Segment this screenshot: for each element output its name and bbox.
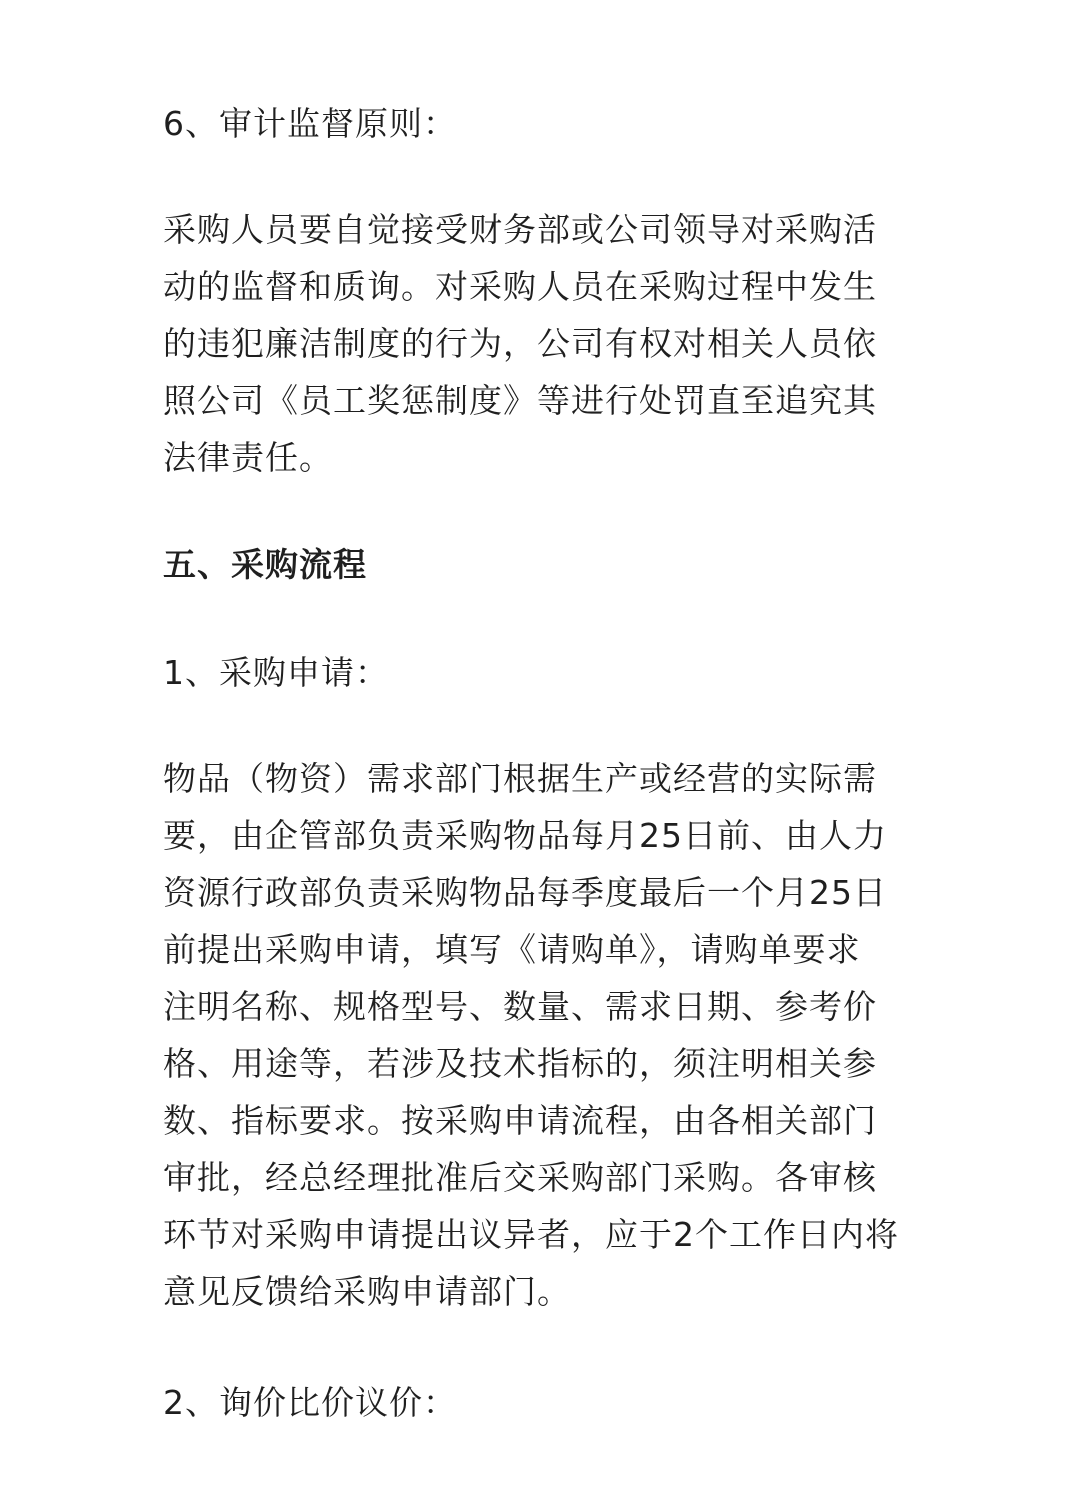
paragraph-line: 法律责任。 [163, 438, 333, 477]
paragraph-line: 采购人员要自觉接受财务部或公司领导对采购活 [163, 210, 877, 249]
inquiry-price-heading: 2、询价比价议价： [163, 1383, 457, 1422]
paragraph-line: 物品（物资）需求部门根据生产或经营的实际需 [163, 759, 877, 798]
paragraph-line: 数、指标要求。按采购申请流程，由各相关部门 [163, 1101, 877, 1140]
paragraph-line: 照公司《员工奖惩制度》等进行处罚直至追究其 [163, 381, 877, 420]
procurement-process-heading: 五、采购流程 [163, 545, 367, 584]
purchase-application-heading: 1、采购申请： [163, 653, 389, 692]
paragraph-line: 审批，经总经理批准后交采购部门采购。各审核 [163, 1158, 877, 1197]
paragraph-line: 要，由企管部负责采购物品每月25日前、由人力 [163, 816, 887, 855]
paragraph-line: 格、用途等，若涉及技术指标的，须注明相关参 [163, 1044, 877, 1083]
paragraph-line: 环节对采购申请提出议异者，应于2个工作日内将 [163, 1215, 899, 1254]
paragraph-line: 资源行政部负责采购物品每季度最后一个月25日 [163, 873, 887, 912]
paragraph-line: 注明名称、规格型号、数量、需求日期、参考价 [163, 987, 877, 1026]
audit-principle-heading: 6、审计监督原则： [163, 104, 457, 143]
paragraph-line: 意见反馈给采购申请部门。 [163, 1272, 571, 1311]
purchase-application-paragraph [163, 750, 923, 1320]
audit-principle-paragraph [163, 201, 923, 486]
paragraph-line: 的违犯廉洁制度的行为，公司有权对相关人员依 [163, 324, 877, 363]
paragraph-line: 前提出采购申请，填写《请购单》，请购单要求 [163, 930, 861, 969]
paragraph-line: 动的监督和质询。对采购人员在采购过程中发生 [163, 267, 877, 306]
